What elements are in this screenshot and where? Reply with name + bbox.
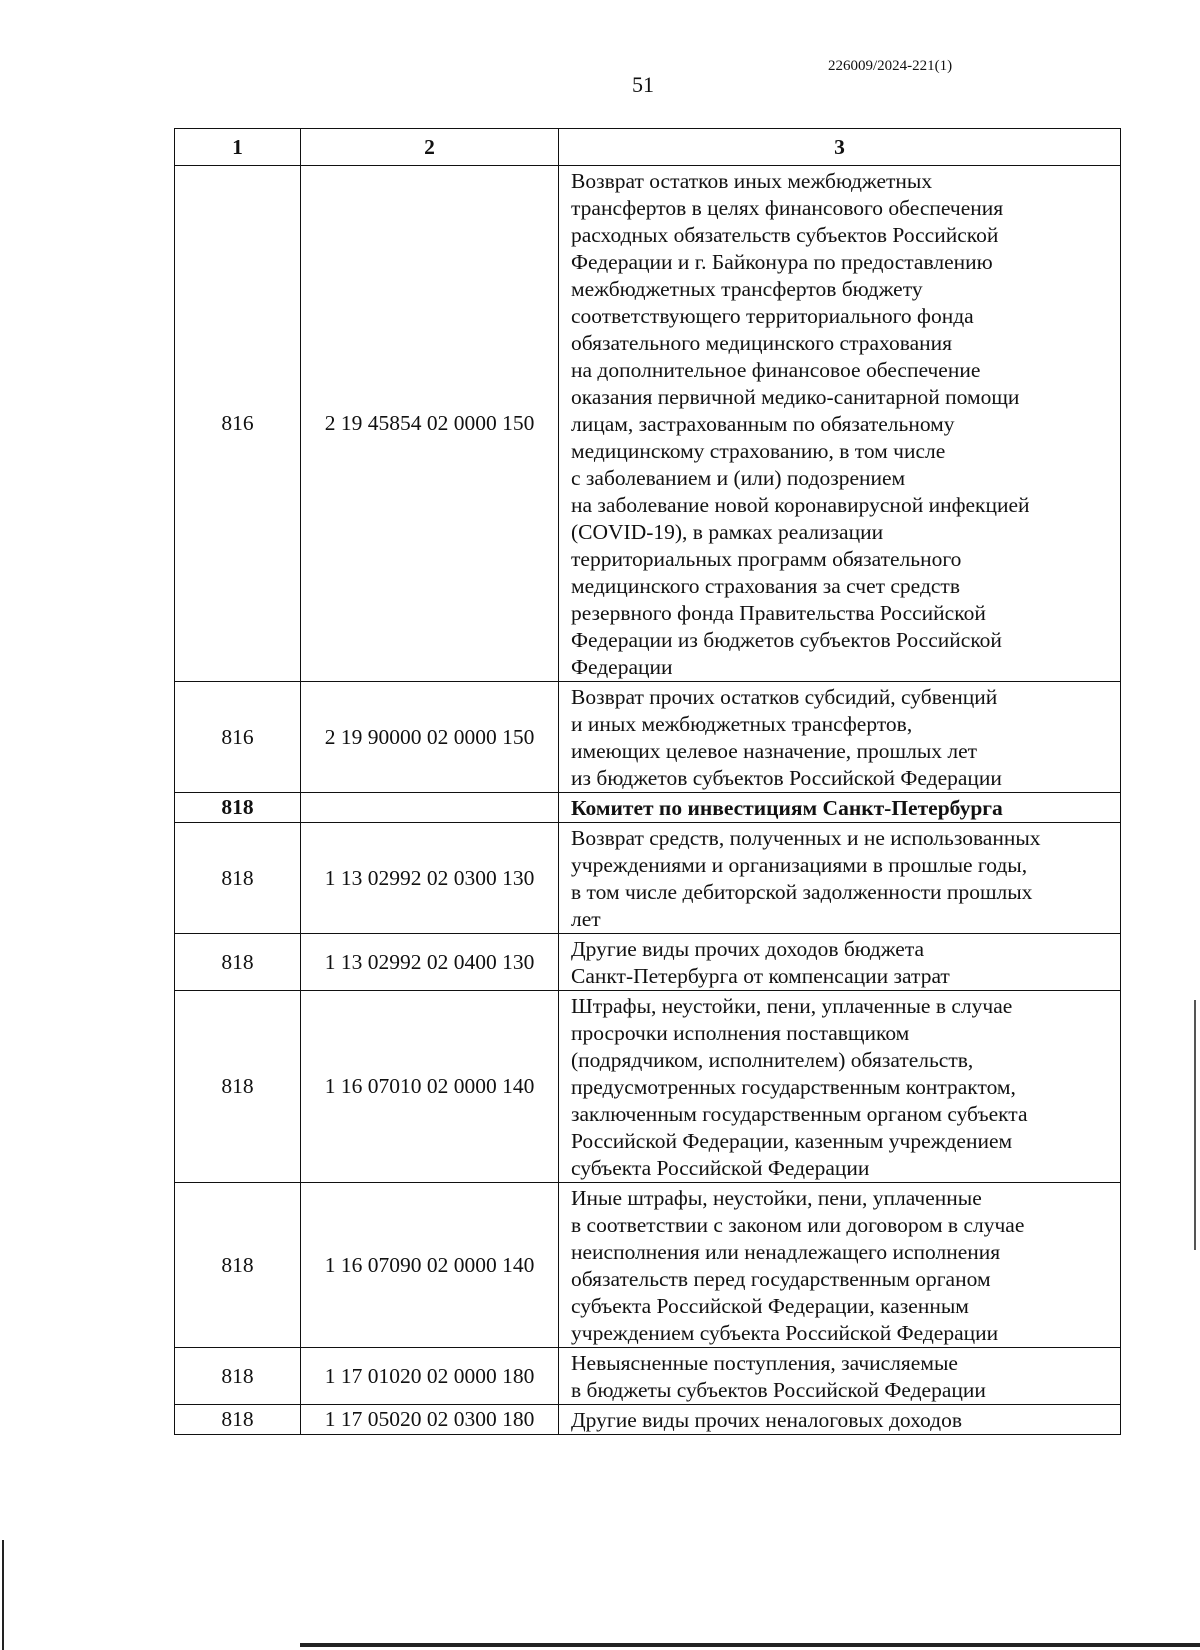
description-line: Федерации и г. Байконура по предоставлению (571, 250, 993, 274)
budget-classification-code-cell: 2 19 90000 02 0000 150 (301, 682, 559, 793)
description-cell (559, 1405, 1121, 1435)
scan-edge-bottom (300, 1643, 1200, 1647)
description-line: Возврат остатков иных межбюджетных (571, 169, 933, 193)
description-line: Санкт-Петербурга от компенсации затрат (571, 964, 950, 988)
budget-classification-code-cell: 1 17 05020 02 0300 180 (301, 1405, 559, 1435)
description-cell (559, 682, 1121, 793)
description-line: Возврат прочих остатков субсидий, субвенций (571, 685, 998, 709)
budget-classification-code-cell: 1 16 07010 02 0000 140 (301, 991, 559, 1183)
description-line: (подрядчиком, исполнителем) обязательств, (571, 1048, 974, 1072)
description-line: в соответствии с законом или договором в случае (571, 1213, 1025, 1237)
table-row (175, 1183, 1121, 1348)
budget-classification-code-cell: 1 16 07090 02 0000 140 (301, 1183, 559, 1348)
budget-classification-code-cell: 1 17 01020 02 0000 180 (301, 1348, 559, 1405)
description-line: Другие виды прочих неналоговых доходов (571, 1408, 963, 1432)
description-line: заключенным государственным органом субъекта (571, 1102, 1028, 1126)
section-row (175, 793, 1121, 823)
description-cell (559, 793, 1121, 823)
description-line: имеющих целевое назначение, прошлых лет (571, 739, 978, 763)
description-cell (559, 1348, 1121, 1405)
description-line: трансфертов в целях финансового обеспечения (571, 196, 1004, 220)
description-line: на дополнительное финансовое обеспечение (571, 358, 981, 382)
description-line: межбюджетных трансфертов бюджету (571, 277, 923, 301)
admin-code-cell: 816 (175, 166, 301, 682)
description-line: территориальных программ обязательного (571, 547, 962, 571)
description-line: Штрафы, неустойки, пени, уплаченные в случае (571, 994, 1013, 1018)
table-row (175, 823, 1121, 934)
admin-code-cell: 818 (175, 934, 301, 991)
description-cell (559, 934, 1121, 991)
admin-code-cell: 818 (175, 1405, 301, 1435)
description-line: лет (571, 907, 601, 931)
description-line: предусмотренных государственным контрактом, (571, 1075, 1016, 1099)
description-line: Федерации (571, 655, 673, 679)
admin-code-cell: 818 (175, 823, 301, 934)
admin-code-cell: 816 (175, 682, 301, 793)
description-line: в том числе дебиторской задолженности прошлых (571, 880, 1033, 904)
table-row (175, 1405, 1121, 1435)
budget-classification-code-cell: 1 13 02992 02 0300 130 (301, 823, 559, 934)
column-header-1: 1 (175, 129, 301, 166)
page-number: 51 (632, 72, 654, 97)
description-line: (COVID-19), в рамках реализации (571, 520, 884, 544)
description-line: медицинского страхования за счет средств (571, 574, 960, 598)
description-cell (559, 823, 1121, 934)
description-line: на заболевание новой коронавирусной инфекцией (571, 493, 1030, 517)
admin-code-cell: 818 (175, 991, 301, 1183)
table-row (175, 991, 1121, 1183)
budget-classification-code-cell (301, 793, 559, 823)
description-line: Невыясненные поступления, зачисляемые (571, 1351, 958, 1375)
description-line: учреждениями и организациями в прошлые годы, (571, 853, 1028, 877)
description-line: и иных межбюджетных трансфертов, (571, 712, 913, 736)
description-line: из бюджетов субъектов Российской Федерации (571, 766, 1002, 790)
description-line: в бюджеты субъектов Российской Федерации (571, 1378, 986, 1402)
description-line: медицинскому страхованию, в том числе (571, 439, 946, 463)
column-header-3: 3 (559, 129, 1121, 166)
description-line: обязательного медицинского страхования (571, 331, 953, 355)
description-line: обязательств перед государственным органом (571, 1267, 991, 1291)
admin-code-cell: 818 (175, 793, 301, 823)
table-header-row (175, 129, 1121, 166)
description-line: неисполнения или ненадлежащего исполнения (571, 1240, 1001, 1264)
column-header-2: 2 (301, 129, 559, 166)
description-line: с заболеванием и (или) подозрением (571, 466, 906, 490)
description-line: Другие виды прочих доходов бюджета (571, 937, 925, 961)
description-line: просрочки исполнения поставщиком (571, 1021, 910, 1045)
scan-edge-left (2, 1540, 4, 1650)
description-line: оказания первичной медико-санитарной помощи (571, 385, 1020, 409)
document-registration-number: 226009/2024-221(1) (828, 58, 953, 74)
description-line: Федерации из бюджетов субъектов Российской (571, 628, 1002, 652)
description-cell (559, 991, 1121, 1183)
description-line: соответствующего территориального фонда (571, 304, 974, 328)
description-line: Российской Федерации, казенным учреждением (571, 1129, 1013, 1153)
description-cell (559, 166, 1121, 682)
table-row (175, 934, 1121, 991)
scan-edge-right (1194, 1000, 1196, 1250)
description-line: учреждением субъекта Российской Федерации (571, 1321, 999, 1345)
description-line: Комитет по инвестициям Санкт-Петербурга (571, 796, 1003, 820)
description-line: лицам, застрахованным по обязательному (571, 412, 955, 436)
description-line: субъекта Российской Федерации, казенным (571, 1294, 969, 1318)
table-row (175, 1348, 1121, 1405)
table-row (175, 682, 1121, 793)
table-body (175, 166, 1121, 1435)
description-line: субъекта Российской Федерации (571, 1156, 870, 1180)
description-line: расходных обязательств субъектов Российской (571, 223, 999, 247)
table-row (175, 166, 1121, 682)
description-cell (559, 1183, 1121, 1348)
budget-classification-code-cell: 1 13 02992 02 0400 130 (301, 934, 559, 991)
budget-codes-table (174, 128, 1121, 1435)
admin-code-cell: 818 (175, 1183, 301, 1348)
description-line: Иные штрафы, неустойки, пени, уплаченные (571, 1186, 982, 1210)
description-line: резервного фонда Правительства Российской (571, 601, 986, 625)
budget-classification-code-cell: 2 19 45854 02 0000 150 (301, 166, 559, 682)
description-line: Возврат средств, полученных и не использованных (571, 826, 1041, 850)
admin-code-cell: 818 (175, 1348, 301, 1405)
